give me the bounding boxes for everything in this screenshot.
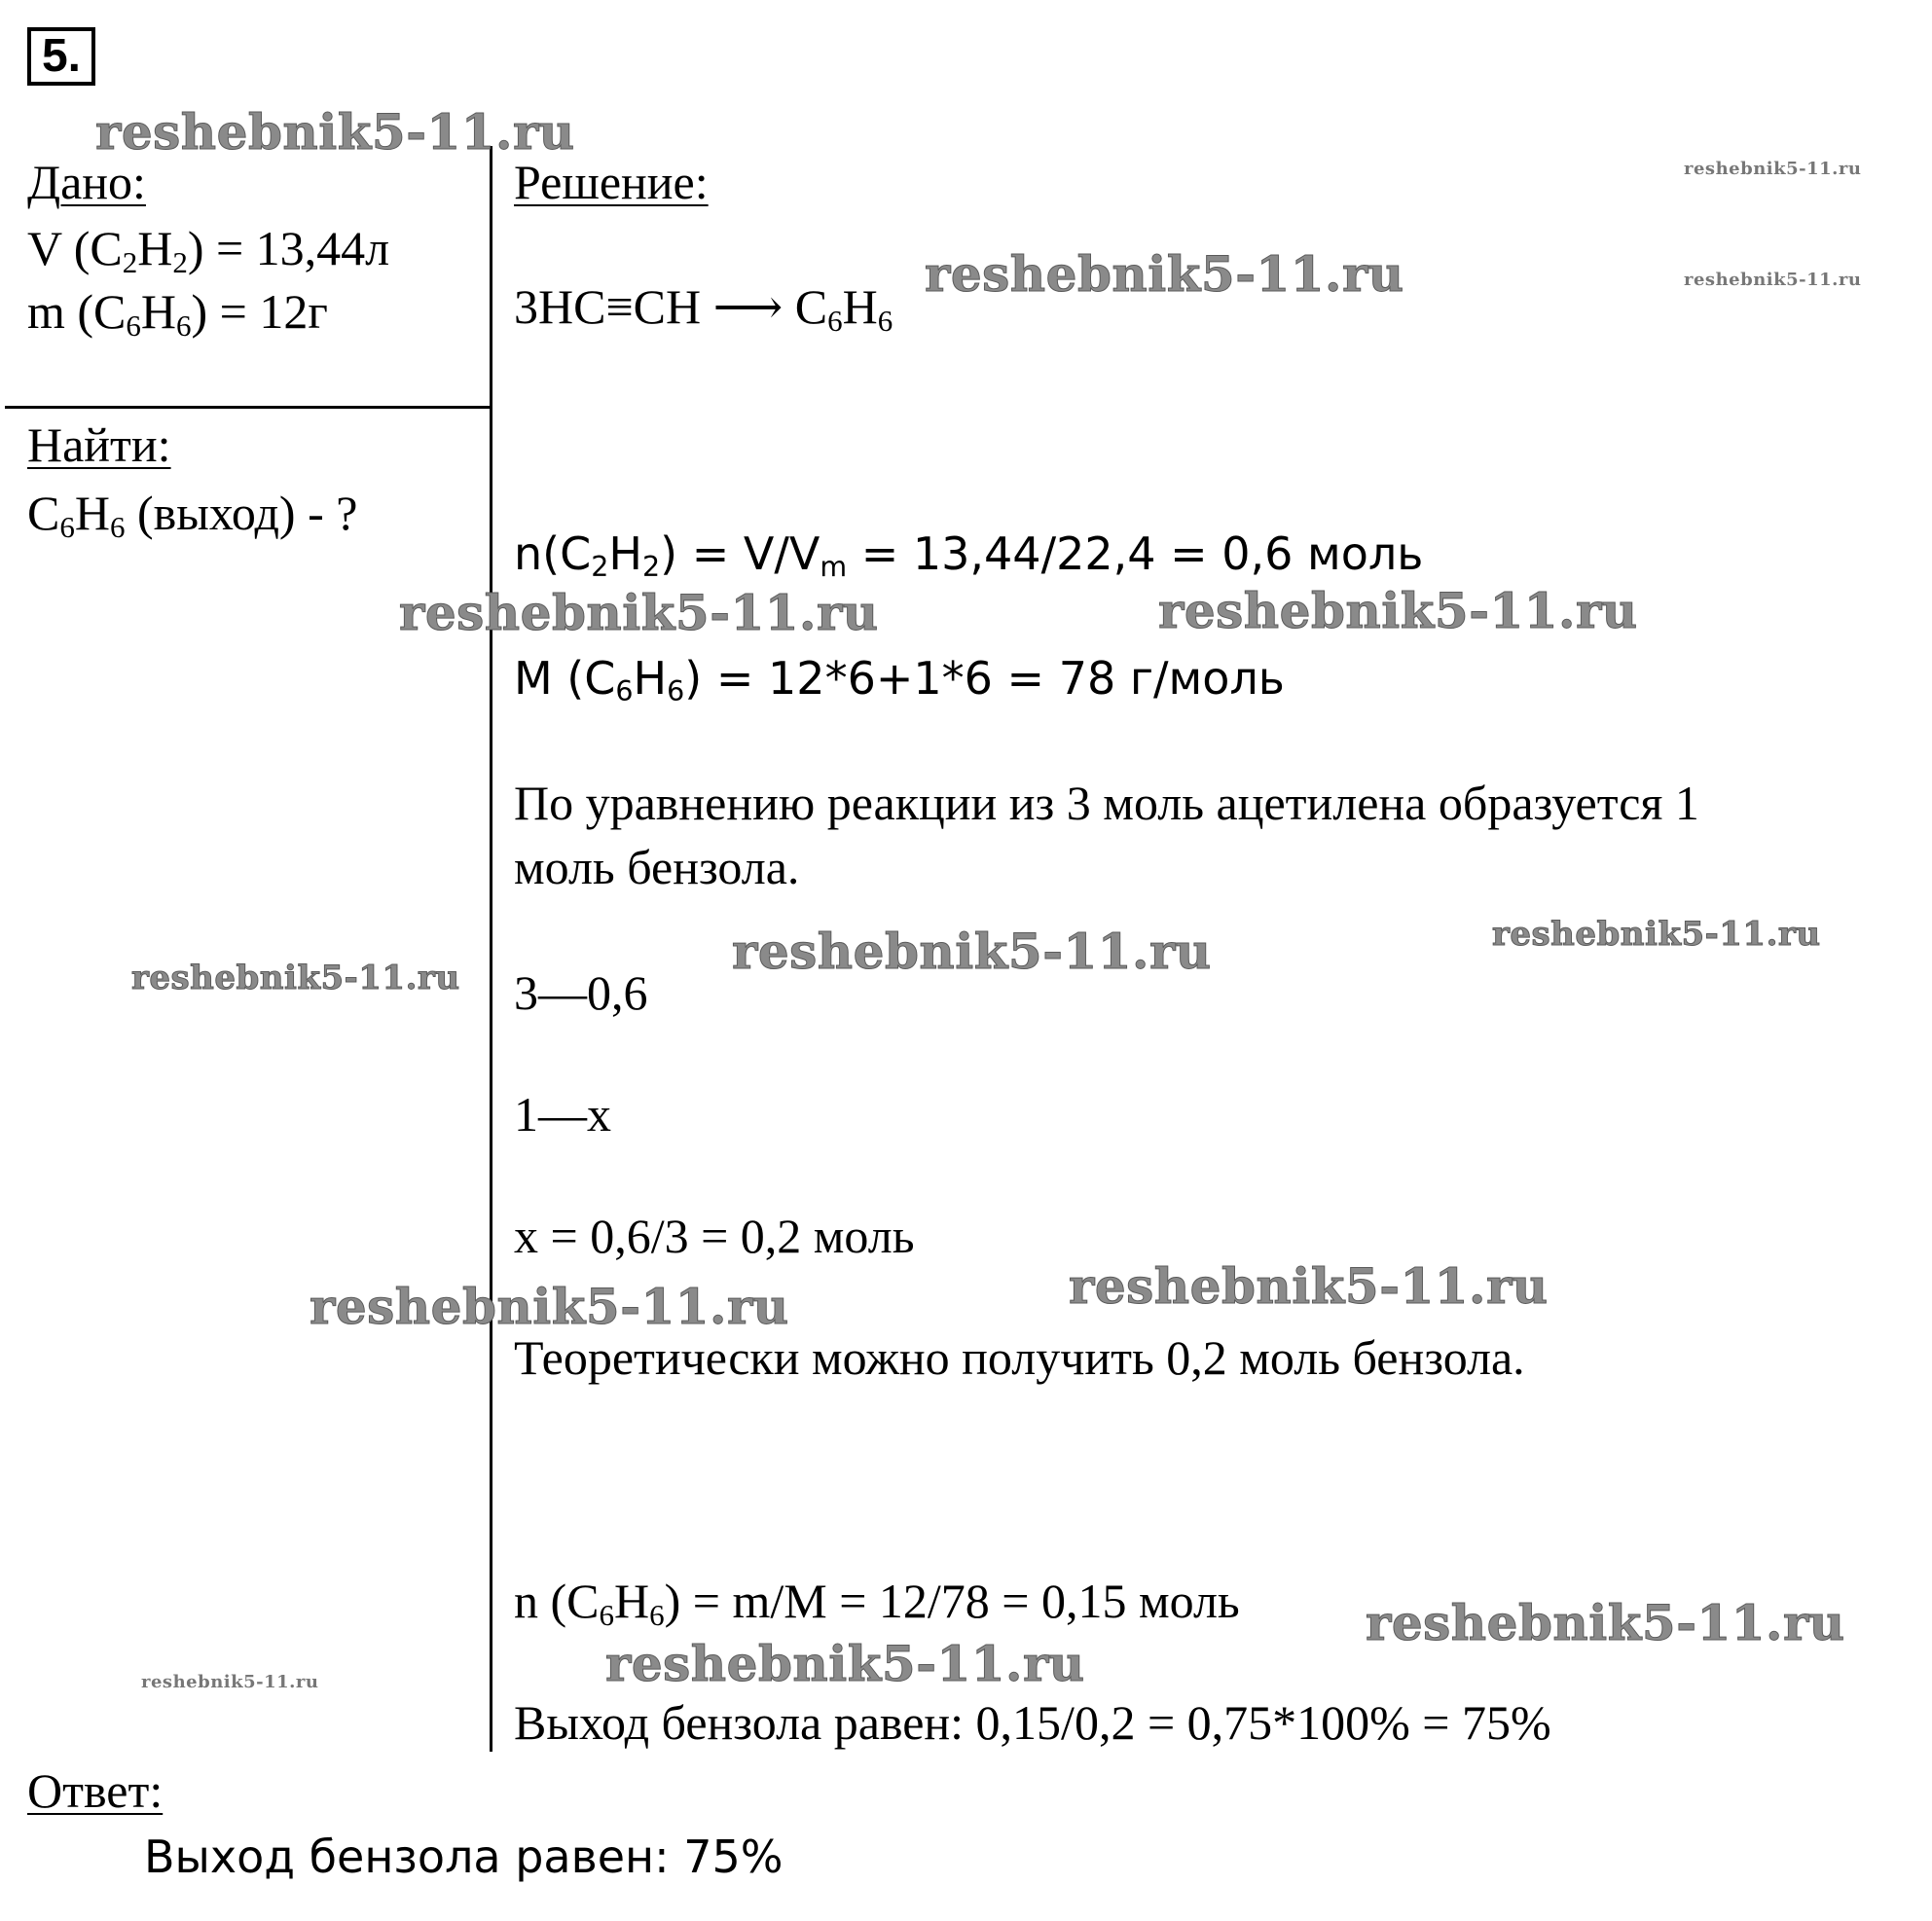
given-heading: Дано: [27,155,146,209]
find-item: $C_6H_6$ (выход) - ? [27,486,358,544]
vertical-divider [490,146,492,1752]
horizontal-divider [5,406,492,409]
reaction-equation: 3HC≡CH ⟶ $C_6H_6$ [514,279,893,338]
watermark: reshebnik5-11.ru [925,245,1404,303]
theoretical-yield: Теоретически можно получить 0,2 моль бензола. [514,1330,1525,1385]
solution-heading: Решение: [514,155,709,209]
yield-calculation: Выход бензола равен: 0,15/0,2 = 0,75*100% = 75% [514,1695,1551,1750]
given-mass: m $(C_6H_6) = 12г$ [27,284,328,343]
problem-number: 5. [27,27,95,86]
acetylene-moles: $n(C_2H_2) = V/V_m = 13,44/22,4 = 0,6$ моль [514,527,1424,584]
benzene-molar-mass: M $(C_6H_6) = 12*6+1*6 = 78$ г/моль [514,652,1285,708]
x-calculation: x = 0,6/3 = 0,2 моль [514,1209,915,1263]
watermark: reshebnik5-11.ru [399,584,879,641]
proportion-line2: 1—x [514,1087,611,1142]
ratio-text-line2: моль бензола. [514,840,800,894]
given-volume: V $(C_2H_2) = 13,44л$ [27,221,390,279]
watermark: reshebnik5-11.ru [1069,1257,1549,1315]
watermark: reshebnik5-11.ru [141,1672,319,1692]
benzene-moles: n $(C_6H_6) = m/M = 12/78 = 0,15$ моль [514,1574,1240,1632]
watermark: reshebnik5-11.ru [605,1635,1085,1692]
watermark: reshebnik5-11.ru [1492,915,1821,954]
answer-heading: Ответ: [27,1763,164,1818]
ratio-text-line1: По уравнению реакции из 3 моль ацетилена образуется 1 [514,776,1699,830]
answer-text: Выход бензола равен: 75% [144,1830,784,1883]
proportion-line1: 3—0,6 [514,965,648,1020]
watermark: reshebnik5-11.ru [1366,1594,1845,1651]
watermark: reshebnik5-11.ru [732,923,1212,980]
watermark: reshebnik5-11.ru [131,959,460,997]
watermark: reshebnik5-11.ru [1158,582,1638,639]
find-heading: Найти: [27,417,171,472]
watermark: reshebnik5-11.ru [1684,270,1862,290]
watermark: reshebnik5-11.ru [95,103,575,161]
watermark: reshebnik5-11.ru [1684,159,1862,179]
watermark: reshebnik5-11.ru [310,1278,789,1335]
